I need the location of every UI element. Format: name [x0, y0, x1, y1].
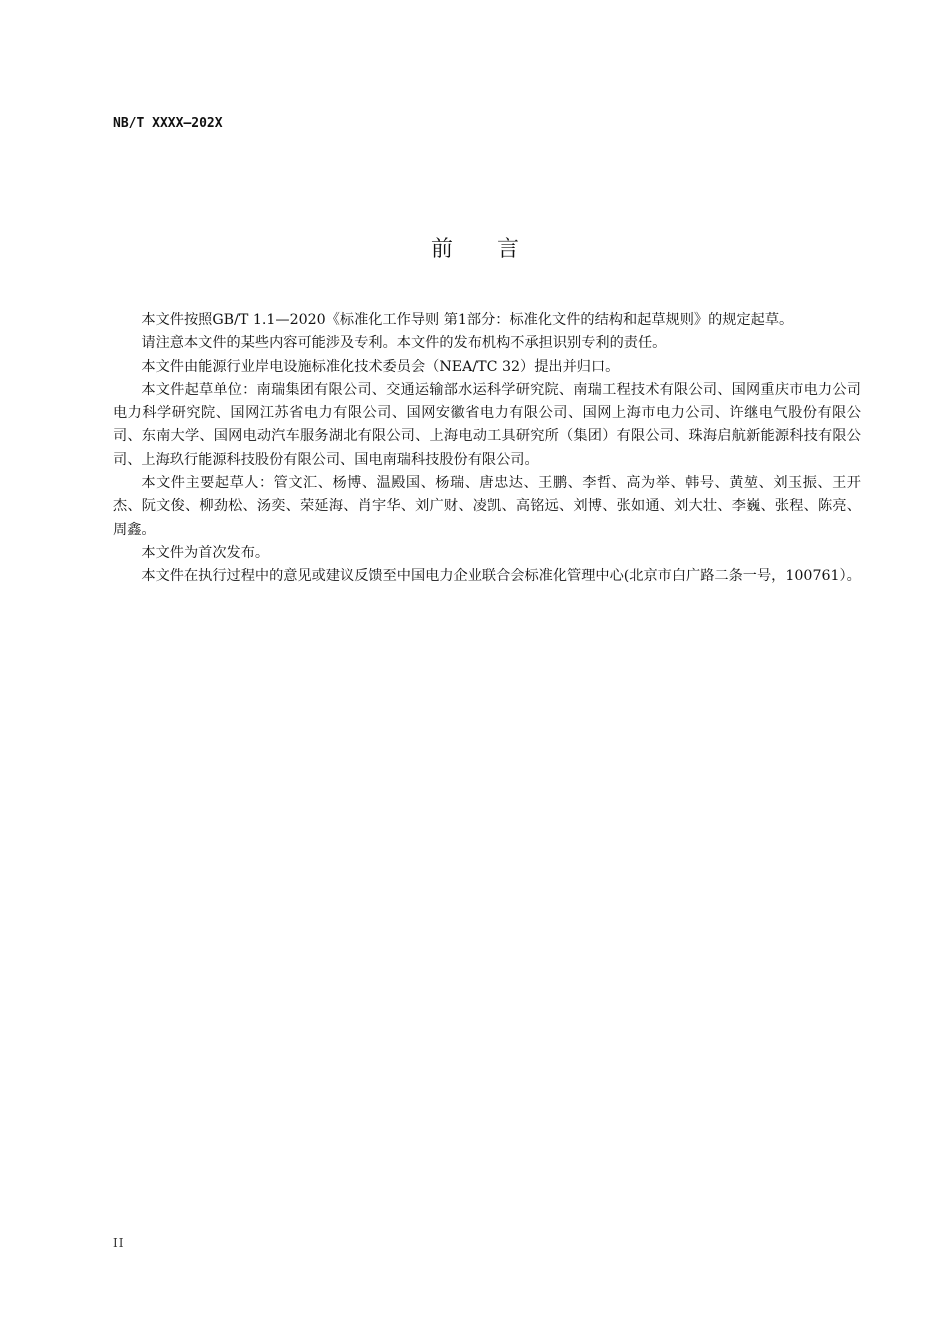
foreword-body [113, 309, 861, 589]
paragraph-first-release: 本文件为首次发布。 [141, 544, 270, 561]
paragraph-main-drafters: 本文件主要起草人：管文汇、杨博、温殿国、杨瑞、唐忠达、王鹏、李哲、高为举、韩号、黄堃、刘玉振、王开杰、阮文俊、柳劲松、汤奕、荣延海、肖宇华、刘广财、凌凯、高铭远、刘博、张如通、刘大壮、李巍、张程、陈亮、周鑫。 [113, 475, 861, 538]
document-code: NB/T XXXX—202X [113, 116, 223, 131]
paragraph-proposing-committee: 本文件由能源行业岸电设施标准化技术委员会（NEA/TC 32）提出并归口。 [141, 358, 620, 375]
paragraph-drafting-rules: 本文件按照GB/T 1.1—2020《标准化工作导则 第1部分：标准化文件的结构和起草规则》的规定起草。 [141, 312, 794, 328]
page-number: II [113, 1236, 125, 1250]
paragraph-feedback-contact: 本文件在执行过程中的意见或建议反馈至中国电力企业联合会标准化管理中心(北京市白广路二条一号，100761）。 [141, 568, 861, 585]
title-char-1: 前 [430, 237, 453, 262]
paragraph-drafting-organizations: 本文件起草单位：南瑞集团有限公司、交通运输部水运科学研究院、南瑞工程技术有限公司、国网重庆市电力公司电力科学研究院、国网江苏省电力有限公司、国网安徽省电力有限公司、国网上海市电力公司、许继电气股份有限公司、东南大学、国网电动汽车服务湖北有限公司、上海电动工具研究所（集团）有限公司、珠海启航新能源科技有限公司、上海玖行能源科技股份有限公司、国电南瑞科技股份有限公司。 [113, 381, 861, 468]
page-title [0, 232, 950, 263]
paragraph-patent-notice: 请注意本文件的某些内容可能涉及专利。本文件的发布机构不承担识别专利的责任。 [141, 335, 667, 352]
title-char-2: 言 [497, 237, 520, 262]
